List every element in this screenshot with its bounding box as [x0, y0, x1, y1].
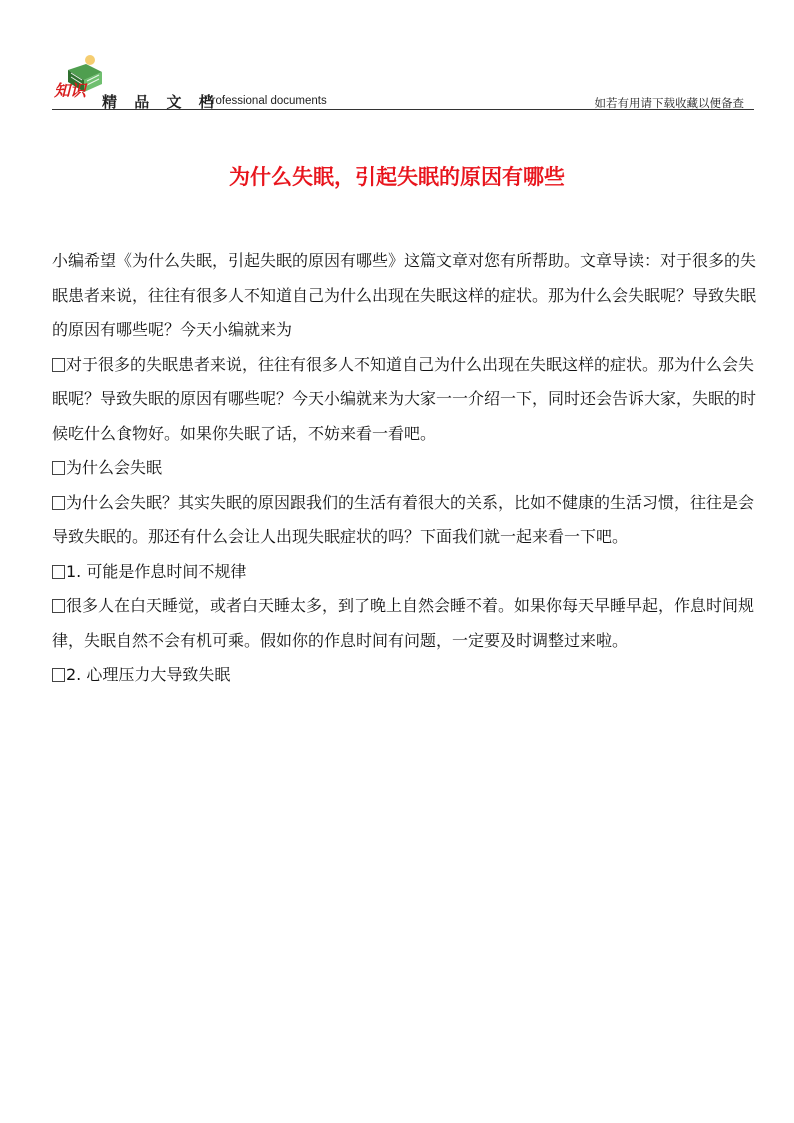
- missing-glyph-icon: [52, 358, 65, 372]
- section-heading-text: 2. 心理压力大导致失眠: [66, 665, 231, 684]
- paragraph-text: 为什么会失眠？其实失眠的原因跟我们的生活有着很大的关系，比如不健康的生活习惯，往往是会导致失眠的。那还有什么会让人出现失眠症状的吗？下面我们就一起来看一下吧。: [52, 492, 755, 546]
- section-heading-text: 为什么会失眠: [66, 458, 163, 477]
- intro-paragraph: 小编希望《为什么失眠，引起失眠的原因有哪些》这篇文章对您有所帮助。文章导读：对于很多的失眠患者来说，往往有很多人不知道自己为什么出现在失眠这样的症状。那为什么会失眠呢？导致失眠的原因有哪些呢？今天小编就来为: [52, 251, 757, 339]
- section-heading: [52, 555, 764, 590]
- section-heading: [52, 451, 764, 486]
- section-heading-text: 1. 可能是作息时间不规律: [66, 561, 247, 581]
- missing-glyph-icon: [52, 565, 65, 579]
- article-title: 为什么失眠，引起失眠的原因有哪些: [229, 165, 565, 189]
- paragraph-text: 很多人在白天睡觉，或者白天睡太多，到了晚上自然会睡不着。如果你每天早睡早起，作息时间规律，失眠自然不会有机可乘。假如你的作息时间有问题，一定要及时调整过来啦。: [52, 596, 755, 650]
- page-header: [52, 52, 754, 110]
- paragraph: [52, 589, 764, 658]
- paragraph-text: 对于很多的失眠患者来说，往往有很多人不知道自己为什么出现在失眠这样的症状。那为什么会失眠呢？导致失眠的原因有哪些呢？今天小编就来为大家一一介绍一下，同时还会告诉大家，失眠的时候吃什么食物好。如果你失眠了话，不妨来看一看吧。: [52, 354, 757, 443]
- header-title: 精 品 文 档: [102, 93, 220, 111]
- paragraph: [52, 348, 764, 452]
- section-heading: [52, 658, 764, 693]
- missing-glyph-icon: [52, 496, 65, 510]
- paragraph: [52, 486, 764, 555]
- header-note: 如若有用请下载收藏以便备查: [594, 96, 744, 110]
- logo-lettering: 知识: [54, 81, 87, 100]
- header-divider: [52, 109, 754, 110]
- missing-glyph-icon: [52, 668, 65, 682]
- header-subtitle: Professional documents: [204, 95, 327, 107]
- missing-glyph-icon: [52, 599, 65, 613]
- article-body: [52, 244, 764, 693]
- missing-glyph-icon: [52, 461, 65, 475]
